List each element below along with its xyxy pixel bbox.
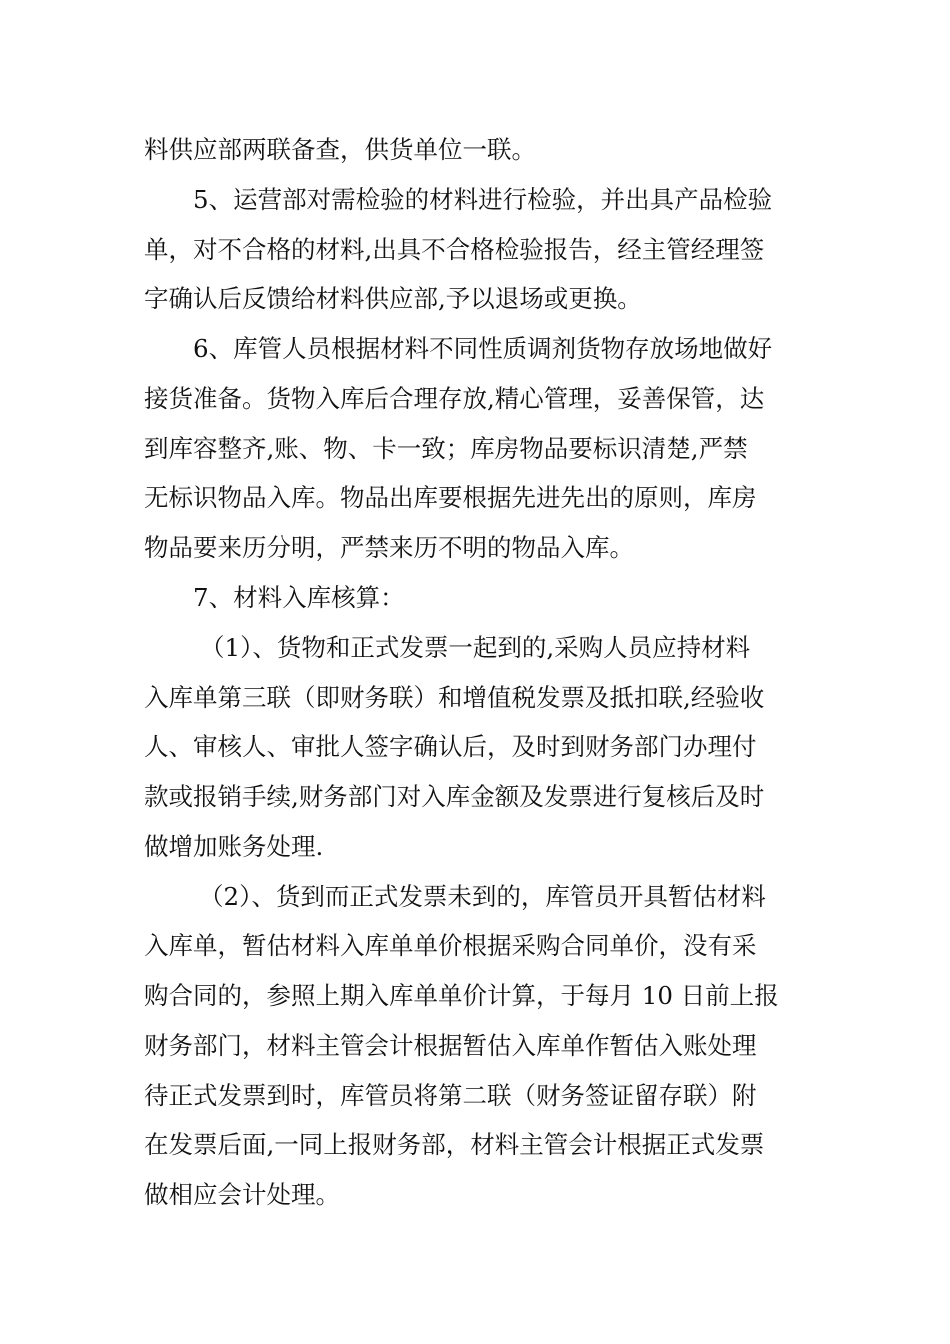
text-line: 做相应会计处理。 [144,1180,340,1209]
text-line: 料供应部两联备查，供货单位一联。 [144,135,536,164]
text-line: 人、审核人、审批人签字确认后，及时到财务部门办理付 [144,732,757,761]
text-line: 6、库管人员根据材料不同性质调剂货物存放场地做好 [193,334,773,363]
text-line: 在发票后面,一同上报财务部，材料主管会计根据正式发票 [144,1130,765,1159]
text-line: 财务部门，材料主管会计根据暂估入库单作暂估入账处理 [144,1031,757,1060]
text-line: 单，对不合格的材料,出具不合格检验报告，经主管经理签 [144,235,765,264]
text-line: （1）、货物和正式发票一起到的,采购人员应持材料 [200,633,751,662]
text-line: （2）、货到而正式发票未到的，库管员开具暂估材料 [199,882,766,911]
text-line: 购合同的，参照上期入库单单价计算，于每月 10 日前上报 [144,981,779,1010]
text-line: 7、材料入库核算： [193,583,405,612]
text-line: 待正式发票到时，库管员将第二联（财务签证留存联）附 [144,1081,757,1110]
text-line: 款或报销手续,财务部门对入库金额及发票进行复核后及时 [144,782,765,811]
text-line: 入库单，暂估材料入库单单价根据采购合同单价，没有采 [144,931,757,960]
text-line: 字确认后反馈给材料供应部,予以退场或更换。 [144,284,642,313]
text-line: 无标识物品入库。物品出库要根据先进先出的原则，库房 [144,483,757,512]
text-line: 到库容整齐,账、物、卡一致；库房物品要标识清楚,严禁 [144,434,748,463]
text-line: 做增加账务处理. [144,832,324,861]
text-line: 5、运营部对需检验的材料进行检验，并出具产品检验 [193,185,773,214]
text-line: 入库单第三联（即财务联）和增值税发票及抵扣联,经验收 [144,683,765,712]
text-line: 物品要来历分明，严禁来历不明的物品入库。 [144,533,634,562]
text-line: 接货准备。货物入库后合理存放,精心管理，妥善保管，达 [144,384,765,413]
